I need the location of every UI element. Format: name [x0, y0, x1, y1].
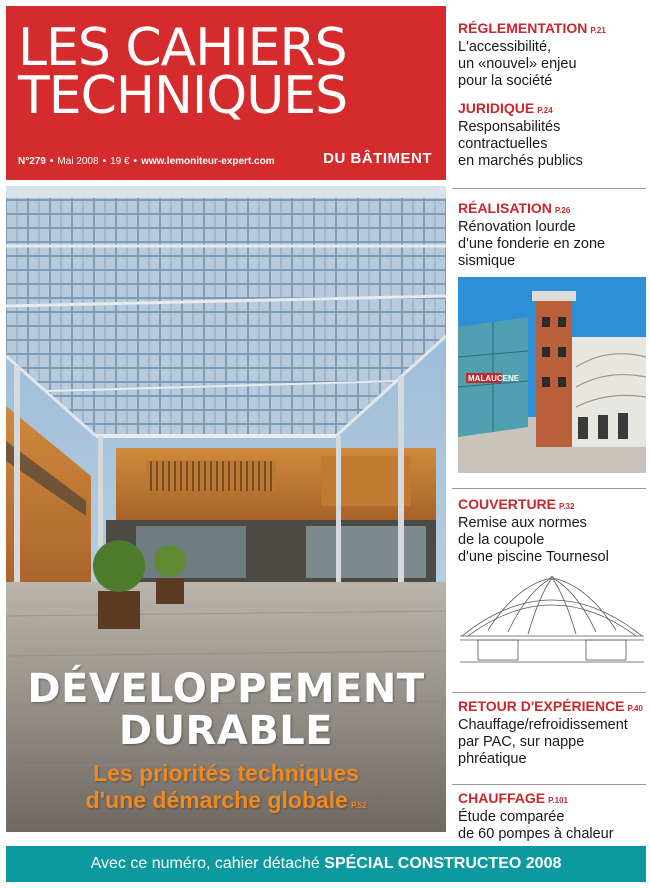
rubric-category: JURIDIQUE: [458, 100, 535, 116]
rubric-category: RÉALISATION: [458, 200, 552, 216]
headline-sub: [6, 760, 446, 819]
rubric-realisation[interactable]: [458, 200, 605, 270]
issue-number: N°279: [18, 156, 46, 167]
headline-main: [6, 668, 446, 752]
rubric-line: d'une fonderie en zone: [458, 236, 606, 252]
rubric-line: Rénovation lourde: [458, 219, 576, 235]
rubric-line: sismique: [458, 253, 516, 269]
rubric-category: COUVERTURE: [458, 496, 557, 512]
rubric-line: Remise aux normes: [458, 515, 587, 531]
divider: [452, 692, 646, 693]
rubric-category: RÉGLEMENTATION: [458, 20, 588, 36]
magazine-title: [18, 18, 434, 126]
rubric-line: Étude comparée: [458, 809, 565, 825]
rubric-page: P.32: [559, 502, 575, 511]
rubric-line: d'une piscine Tournesol: [458, 549, 609, 565]
rubric-line: de la coupole: [458, 532, 545, 548]
supplement-banner: [6, 846, 646, 882]
divider: [452, 784, 646, 785]
title-line-1: LES CAHIERS: [18, 18, 347, 78]
rubric-page: P.101: [548, 796, 568, 805]
rubric-line: de 60 pompes à chaleur: [458, 826, 614, 842]
rubric-category: RETOUR D'EXPÉRIENCE: [458, 698, 625, 714]
rubric-juridique[interactable]: [458, 100, 583, 170]
rubric-page: P.24: [537, 106, 553, 115]
banner-prefix: Avec ce numéro, cahier détaché: [90, 855, 320, 872]
divider: [452, 188, 646, 189]
building-sign: MALAUCENE: [468, 374, 520, 383]
rubric-page: P.40: [627, 704, 643, 713]
cover-headline: [6, 668, 446, 819]
banner-highlight: SPÉCIAL CONSTRUCTEO 2008: [324, 855, 562, 872]
rubric-page: P.26: [554, 206, 571, 215]
rubric-line: Responsabilités: [458, 119, 561, 135]
rubric-line: un «nouvel» enjeu: [458, 56, 577, 72]
issue-date: Mai 2008: [57, 156, 99, 167]
rubric-line: Chauffage/refroidissement: [458, 717, 628, 733]
sub-line-1: Les priorités techniques: [93, 760, 359, 786]
magazine-subtitle: DU BÂTIMENT: [323, 150, 432, 167]
rubric-reglementation[interactable]: [458, 20, 606, 90]
rubric-category: CHAUFFAGE: [458, 790, 546, 806]
dome-section-drawing-icon: [458, 570, 646, 676]
rubric-retour-experience[interactable]: [458, 698, 643, 768]
rubric-page: P.21: [590, 26, 606, 35]
sub-line-2: d'une démarche globale P.52: [85, 787, 367, 813]
masthead: [6, 6, 446, 180]
rubric-line: contractuelles: [458, 136, 548, 152]
rubric-line: en marchés publics: [458, 153, 583, 169]
headline-line-1: DÉVELOPPEMENT: [27, 666, 425, 712]
title-line-2: TECHNIQUES: [18, 66, 348, 126]
couverture-drawing: [458, 570, 646, 676]
divider: [452, 488, 646, 489]
rubric-line: phréatique: [458, 751, 527, 767]
rubric-line: L'accessibilité,: [458, 39, 552, 55]
rubric-line: par PAC, sur nappe: [458, 734, 585, 750]
realisation-photo: [458, 277, 646, 473]
foundry-building-photo: [458, 277, 646, 473]
rubric-chauffage[interactable]: [458, 790, 614, 843]
website-link[interactable]: www.lemoniteur-expert.com: [141, 156, 275, 167]
headline-line-2: DURABLE: [118, 708, 334, 754]
issue-price: 19 €: [110, 156, 130, 167]
issue-meta: N°279 • Mai 2008 • 19 € • www.lemoniteur-expert.com: [18, 156, 275, 167]
rubric-line: pour la société: [458, 73, 553, 89]
rubric-couverture[interactable]: [458, 496, 609, 566]
cover-story-page: P.52: [350, 801, 367, 810]
